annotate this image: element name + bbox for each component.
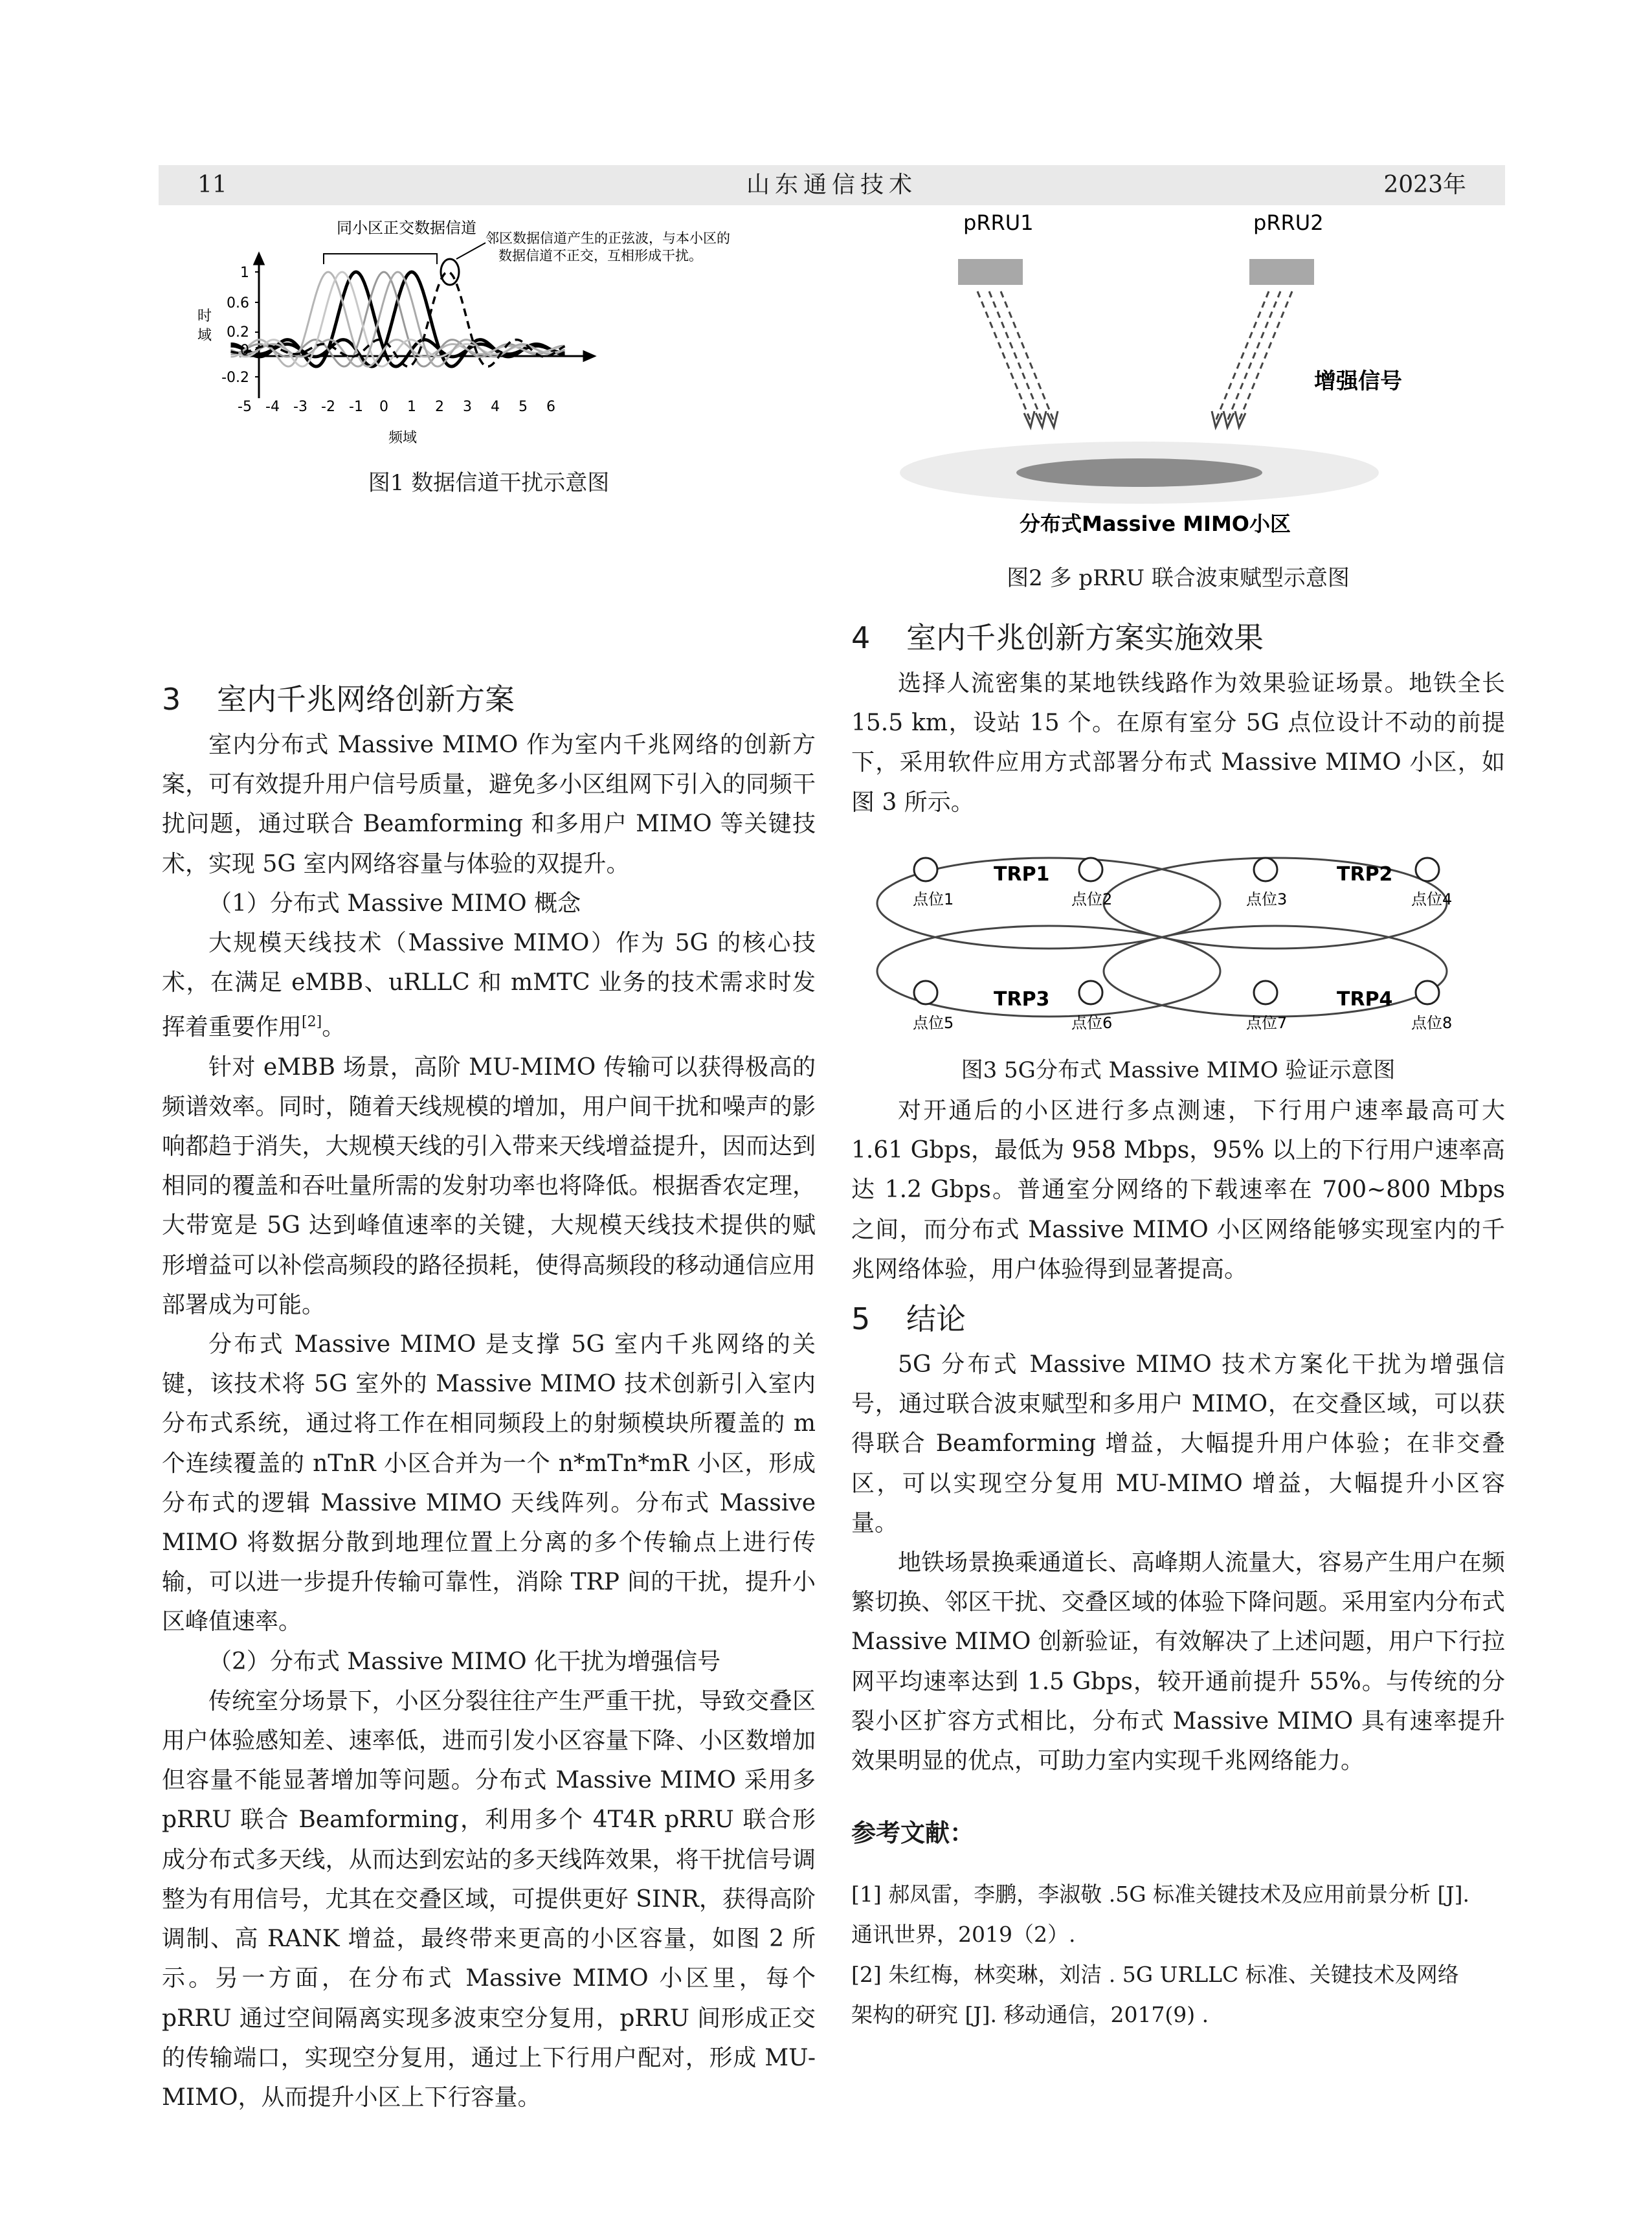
citation: [2] <box>302 1014 322 1031</box>
references-heading: 参考文献： <box>851 1819 975 1848</box>
point-label: 点位1 <box>913 890 954 908</box>
enhanced-signal-label: 增强信号 <box>1314 368 1402 394</box>
section-title: 室内千兆创新方案实施效果 <box>906 620 1264 655</box>
ytick-label: 0.2 <box>227 324 249 341</box>
figure-3 <box>874 845 1489 1046</box>
reference-2-line-2: 架构的研究 [J]. 移动通信，2017(9) . <box>851 2002 1209 2028</box>
ytick-label: 1 <box>240 265 249 281</box>
section-3-heading <box>162 673 816 725</box>
trp-label: TRP1 <box>994 863 1050 886</box>
xtick-label: 1 <box>407 399 416 415</box>
point-label: 点位2 <box>1071 890 1113 908</box>
xtick-label: -1 <box>349 399 363 415</box>
fig1-label-top: 同小区正交数据信道 <box>337 219 476 237</box>
xtick-label: -5 <box>238 399 252 415</box>
cell-label: 分布式Massive MIMO小区 <box>1020 512 1291 536</box>
trp-label: TRP3 <box>994 988 1050 1011</box>
paragraph: 大规模天线技术（Massive MIMO）作为 5G 的核心技术，在满足 eMBB、uRLLC 和 mMTC 业务的技术需求时发挥着重要作用[2]。 <box>162 930 816 1041</box>
xtick-label: -3 <box>293 399 307 415</box>
coverage-area-inner <box>1016 458 1262 487</box>
fig1-note-line1: 邻区数据信道产生的正弦波，与本小区的 <box>486 230 730 246</box>
prru2-unit <box>1249 259 1314 285</box>
right-column-bottom <box>851 1091 1505 2035</box>
fig1-bracket <box>324 254 437 264</box>
trp-label: TRP4 <box>1337 988 1393 1011</box>
fig1-note-line2: 数据信道不正交，互相形成干扰。 <box>498 248 702 264</box>
figure-2 <box>861 207 1508 557</box>
xtick-label: 5 <box>519 399 528 415</box>
point-label: 点位4 <box>1411 890 1453 908</box>
xtick-label: 4 <box>491 399 500 415</box>
subheading: （2）分布式 Massive MIMO 化干扰为增强信号 <box>208 1648 721 1675</box>
point-label: 点位3 <box>1246 890 1288 908</box>
reference-2-line-1: [2] 朱红梅，林奕琳，刘洁 . 5G URLLC 标准、关键技术及网络 <box>851 1962 1459 1988</box>
left-column <box>162 673 816 2117</box>
fig1-xlabel: 频域 <box>388 430 418 446</box>
fig1-curves <box>231 272 565 366</box>
ytick-label: 0.6 <box>227 295 249 311</box>
fig2-caption: 图2 多 pRRU 联合波束赋型示意图 <box>1007 565 1350 591</box>
point-label: 点位7 <box>1246 1014 1288 1032</box>
paragraph: 针对 eMBB 场景，高阶 MU-MIMO 传输可以获得极高的频谱效率。同时，随着天线规模的增加，用户间干扰和噪声的影响都趋于消失，大规模天线的引入带来天线增益提升，因而达到相同的覆盖和吞吐量所需的发射功率也将降低。根据香农定理，大带宽是 5G 达到峰值速率的关键，大规模天线技术提供的赋形增益可以补偿高频段的路径损耗，使得高频段的移动通信应用部署成为可能。 <box>162 1053 816 1318</box>
fig1-caption: 图1 数据信道干扰示意图 <box>368 470 610 496</box>
fig1-ylabel-2: 域 <box>197 328 212 344</box>
ytick-label: -0.2 <box>221 370 249 386</box>
paragraph: 分布式 Massive MIMO 是支撑 5G 室内千兆网络的关键，该技术将 5G 室外的 Massive MIMO 技术创新引入室内分布式系统，通过将工作在相同频段上的射频模块所覆盖的 m 个连续覆盖的 nTnR 小区合并为一个 n*mTn*mR 小区，形成分布式的逻辑 Massive MIMO 天线阵列。分布式 Massive MIMO 将数据分散到地理位置上分离的多个传输点上进行传输，可以进一步提升传输可靠性，消除 TRP 间的干扰，提升小区峰值速率。 <box>162 1331 816 1636</box>
journal-title: 山东通信技术 <box>746 172 917 198</box>
journal-year: 2023年 <box>1383 172 1466 198</box>
xtick-label: 0 <box>379 399 388 415</box>
point-labels <box>913 890 1452 1032</box>
xtick-label: 6 <box>546 399 555 415</box>
figure-1 <box>162 207 816 479</box>
reference-1-line-2: 通讯世界，2019（2）. <box>851 1922 1076 1948</box>
page-number: 11 <box>197 172 227 198</box>
point-label: 点位8 <box>1411 1014 1453 1032</box>
point-label: 点位5 <box>913 1014 954 1032</box>
subheading: （1）分布式 Massive MIMO 概念 <box>208 890 581 917</box>
reference-1-line-1: [1] 郝凤雷，李鹏，李淑敬 .5G 标准关键技术及应用前景分析 [J]. <box>851 1882 1470 1907</box>
fig1-pointer-line <box>456 243 486 259</box>
section-number: 4 <box>851 620 871 655</box>
xtick-label: -2 <box>321 399 335 415</box>
point-label: 点位6 <box>1071 1014 1113 1032</box>
trp-labels <box>994 863 1392 1011</box>
section-5-heading <box>851 1293 1505 1345</box>
paragraph: 传统室分场景下，小区分裂往往产生严重干扰，导致交叠区用户体验感知差、速率低，进而引发小区容量下降、小区数增加但容量不能显著增加等问题。分布式 Massive MIMO 采用多 pRRU 联合 Beamforming，利用多个 4T4R pRRU 联合形成分布式多天线，从而达到宏站的多天线阵效果，将干扰信号调整为有用信号，尤其在交叠区域，可提供更好 SINR，获得高阶调制、高 RANK 增益，最终带来更高的小区容量，如图 2 所示。另一方面，在分布式 Massive MIMO 小区里，每个 pRRU 通过空间隔离实现多波束空分复用，pRRU 间形成正交的传输端口，实现空分复用，通过上下行用户配对，形成 MU-MIMO，从而提升小区上下行容量。 <box>162 1687 816 2111</box>
section-number: 3 <box>162 682 181 717</box>
fig1-xticks <box>238 399 555 415</box>
xtick-label: 2 <box>435 399 444 415</box>
paragraph: 对开通后的小区进行多点测速，下行用户速率最高可大 1.61 Gbps，最低为 958 Mbps，95% 以上的下行用户速率高达 1.2 Gbps。普通室分网络的下载速率在 700~800 Mbps 之间，而分布式 Massive MIMO 小区网络能够实现室内的千兆网络体验，用户体验得到显著提高。 <box>851 1097 1505 1283</box>
paragraph: 地铁场景换乘通道长、高峰期人流量大，容易产生用户在频繁切换、邻区干扰、交叠区域的体验下降问题。采用室内分布式 Massive MIMO 创新验证，有效解决了上述问题，用户下行拉网平均速率达到 1.5 Gbps，较开通前提升 55%。与传统的分裂小区扩容方式相比，分布式 Massive MIMO 具有速率提升效果明显的优点，可助力室内实现千兆网络能力。 <box>851 1549 1505 1775</box>
fig1-yticks <box>221 265 249 386</box>
fig1-ylabel-1: 时 <box>197 308 212 324</box>
section-title: 室内千兆网络创新方案 <box>217 682 515 717</box>
paragraph: 选择人流密集的某地铁线路作为效果验证场景。地铁全长 15.5 km，设站 15 个。在原有室分 5G 点位设计不动的前提下，采用软件应用方式部署分布式 Massive MIMO 小区，如图 3 所示。 <box>851 670 1505 816</box>
right-column-top <box>851 612 1505 822</box>
xtick-label: 3 <box>463 399 472 415</box>
page-header <box>159 165 1505 205</box>
paragraph: 5G 分布式 Massive MIMO 技术方案化干扰为增强信号，通过联合波束赋型和多用户 MIMO，在交叠区域，可以获得联合 Beamforming 增益，大幅提升用户体验；在非交叠区，可以实现空分复用 MU-MIMO 增益，大幅提升小区容量。 <box>851 1351 1505 1536</box>
fig1-highlight-ellipse <box>441 259 459 285</box>
xtick-label: -4 <box>265 399 280 415</box>
fig1-curve <box>231 272 565 366</box>
section-4-heading <box>851 612 1505 664</box>
ytick-label: 0 <box>240 343 249 359</box>
paragraph: 室内分布式 Massive MIMO 作为室内千兆网络的创新方案，可有效提升用户信号质量，避免多小区组网下引入的同频干扰问题，通过联合 Beamforming 和多用户 MIMO 等关键技术，实现 5G 室内网络容量与体验的双提升。 <box>162 732 816 877</box>
prru1-beam-arrows <box>977 291 1054 421</box>
section-number: 5 <box>851 1301 871 1337</box>
prru2-beam-arrows <box>1216 291 1292 421</box>
fig3-caption: 图3 5G分布式 Massive MIMO 验证示意图 <box>961 1057 1396 1083</box>
prru1-label: pRRU1 <box>963 210 1034 235</box>
trp-label: TRP2 <box>1337 863 1393 886</box>
prru1-unit <box>958 259 1023 285</box>
prru2-label: pRRU2 <box>1253 210 1324 235</box>
section-title: 结论 <box>906 1301 966 1337</box>
